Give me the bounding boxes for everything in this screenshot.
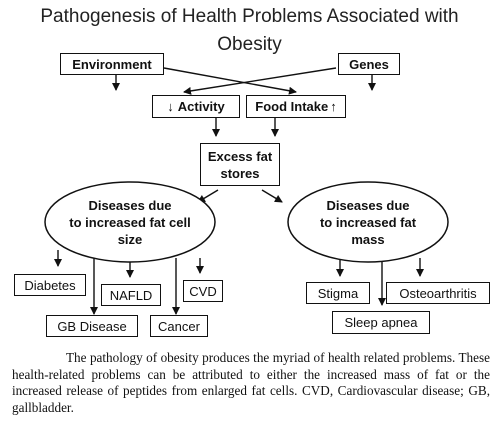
label-fat-mass: Diseases due to increased fat mass [319, 197, 417, 247]
node-genes: Genes [338, 53, 400, 75]
node-cvd: CVD [183, 280, 223, 302]
up-arrow-icon: ↑ [330, 99, 337, 114]
node-gb-disease: GB Disease [46, 315, 138, 337]
arrow-excess-fat-to-mass [262, 190, 282, 202]
arrow-environment-to-food-intake [164, 68, 296, 92]
node-osteoarthritis: Osteoarthritis [386, 282, 490, 304]
node-environment: Environment [60, 53, 164, 75]
figure-caption: The pathology of obesity produces the myriad of health related problems. These health-related problems can be attributed to either the increased mass of fat or the increased release of peptides from enlarged fat cells. CVD, Cardiovascular disease; GB, gallbladder. [12, 350, 490, 415]
node-food-intake: Food Intake ↑ [246, 95, 346, 118]
node-diabetes: Diabetes [14, 274, 86, 296]
node-cancer: Cancer [150, 315, 208, 337]
arrow-genes-to-activity [184, 68, 336, 92]
node-activity: ↓ Activity [152, 95, 240, 118]
node-nafld: NAFLD [101, 284, 161, 306]
diagram-title-line-1: Pathogenesis of Health Problems Associated with [40, 6, 459, 27]
node-stigma: Stigma [306, 282, 370, 304]
down-arrow-icon: ↓ [167, 99, 174, 114]
node-excess-fat-stores: Excess fat stores [200, 143, 280, 186]
node-sleep-apnea: Sleep apnea [332, 311, 430, 334]
label-fat-cell-size: Diseases due to increased fat cell size [69, 197, 191, 247]
diagram-title-line-2: Obesity [217, 34, 282, 55]
